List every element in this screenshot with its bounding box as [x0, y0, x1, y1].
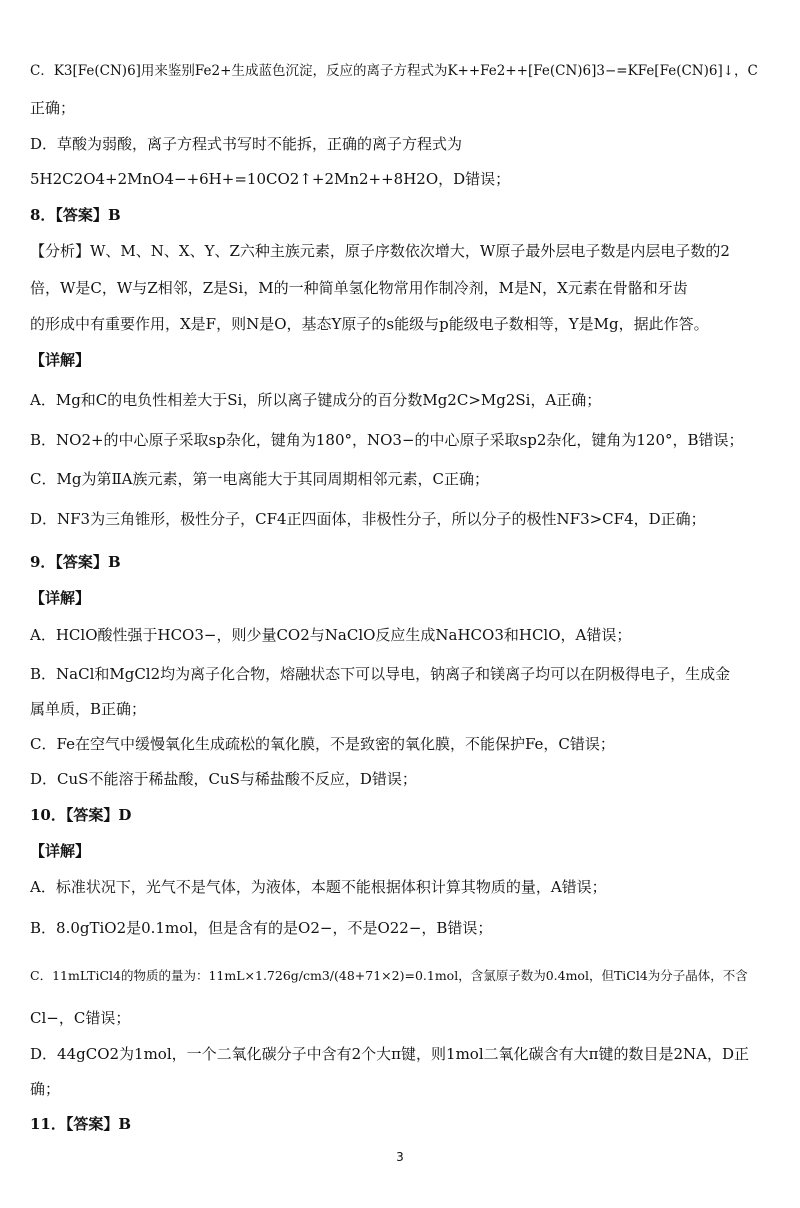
- text-line: Cl−，C错误；: [30, 1009, 131, 1027]
- answer-heading: 9．【答案】B: [30, 553, 121, 571]
- detail-heading: 【详解】: [30, 842, 91, 860]
- answer-heading: 10．【答案】D: [30, 806, 132, 824]
- text-line: D．CuS不能溶于稀盐酸，CuS与稀盐酸不反应，D错误；: [30, 770, 417, 788]
- text-line: C．11mLTiCl4的物质的量为：11mL×1.726g/cm3/(48+71×2)=0.1mol，含氯原子数为0.4mol，但TiCl4为分子晶体，不含: [30, 968, 748, 983]
- text-line: 属单质，B正确；: [30, 700, 147, 718]
- text-line: 倍，W是C，W与Z相邻，Z是Si，M的一种简单氢化物常用作制冷剂，M是N，X元素在骨骼和牙齿: [30, 279, 688, 297]
- text-line: C．Mg为第ⅡA族元素，第一电离能大于其同周期相邻元素，C正确；: [30, 470, 489, 488]
- text-line: C．Fe在空气中缓慢氧化生成疏松的氧化膜，不是致密的氧化膜，不能保护Fe，C错误；: [30, 735, 615, 753]
- text-line: 的形成中有重要作用，X是F，则N是O，基态Y原子的s能级与p能级电子数相等，Y是Mg，据此作答。: [30, 315, 709, 333]
- text-line: B．NO2+的中心原子采取sp杂化，键角为180°，NO3−的中心原子采取sp2杂化，键角为120°，B错误；: [30, 431, 744, 449]
- text-line: A．标准状况下，光气不是气体，为液体，本题不能根据体积计算其物质的量，A错误；: [30, 878, 607, 896]
- detail-heading: 【详解】: [30, 589, 91, 607]
- text-line: B．NaCl和MgCl2均为离子化合物，熔融状态下可以导电，钠离子和镁离子均可以在阴极得电子，生成金: [30, 665, 731, 683]
- text-line: D．NF3为三角锥形，极性分子，CF4正四面体，非极性分子，所以分子的极性NF3>CF4，D正确；: [30, 510, 706, 528]
- text-line: A．Mg和C的电负性相差大于Si，所以离子键成分的百分数Mg2C>Mg2Si，A正确；: [30, 391, 602, 409]
- text-line: 【分析】W、M、N、X、Y、Z六种主族元素，原子序数依次增大，W原子最外层电子数是内层电子数的2: [30, 242, 730, 260]
- text-line: D．草酸为弱酸，离子方程式书写时不能拆，正确的离子方程式为: [30, 135, 463, 153]
- text-line: D．44gCO2为1mol，一个二氧化碳分子中含有2个大π键，则1mol二氧化碳含有大π键的数目是2NA，D正: [30, 1045, 750, 1063]
- text-line: 正确；: [30, 99, 76, 117]
- page-number: 3: [396, 1150, 404, 1164]
- text-line: 确；: [30, 1080, 61, 1098]
- detail-heading: 【详解】: [30, 351, 91, 369]
- answer-heading: 11．【答案】B: [30, 1115, 132, 1133]
- answer-heading: 8．【答案】B: [30, 206, 121, 224]
- text-line: B．8.0gTiO2是0.1mol，但是含有的是O2−，不是O22−，B错误；: [30, 919, 493, 937]
- text-line: C．K3[Fe(CN)6]用来鉴别Fe2+生成蓝色沉淀，反应的离子方程式为K++Fe2++[Fe(CN)6]3−=KFe[Fe(CN)6]↓，C: [30, 63, 758, 79]
- text-line: 5H2C2O4+2MnO4−+6H+=10CO2↑+2Mn2++8H2O，D错误；: [30, 170, 511, 188]
- text-line: A．HClO酸性强于HCO3−，则少量CO2与NaClO反应生成NaHCO3和HClO，A错误；: [30, 626, 632, 644]
